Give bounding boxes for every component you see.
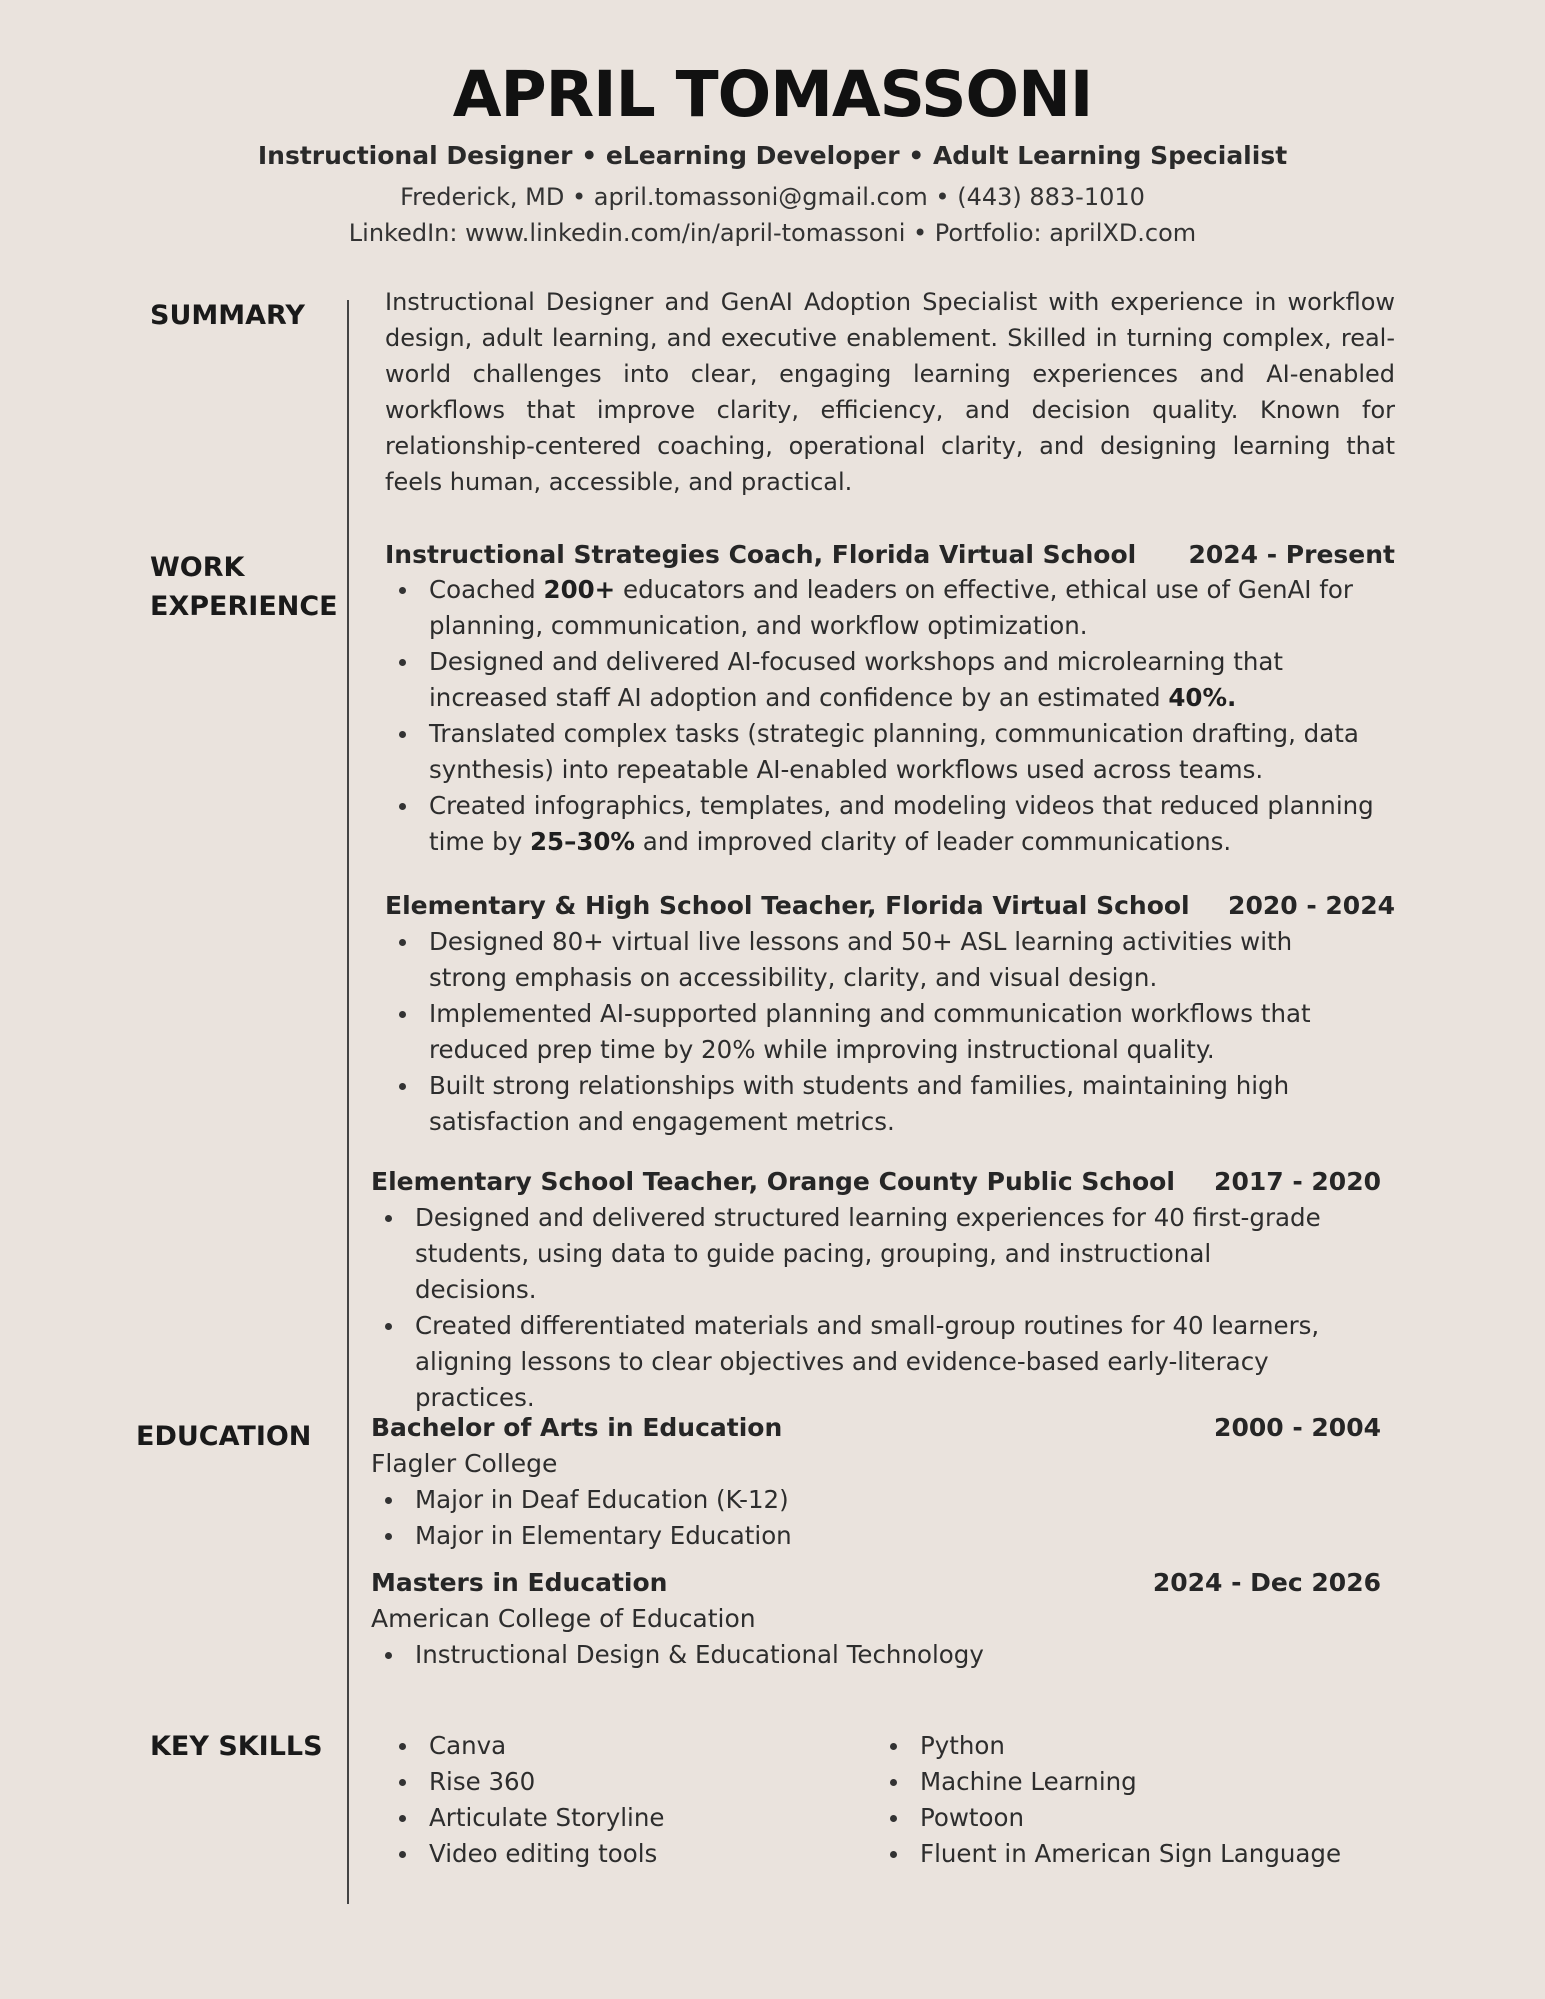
school-name: Flagler College bbox=[371, 1449, 558, 1478]
job-bullets bbox=[385, 924, 1365, 1140]
job-bullets bbox=[371, 1200, 1331, 1416]
contact-line-links: LinkedIn: www.linkedin.com/in/april-tomassoni • Portfolio: aprilXD.com bbox=[348, 219, 1197, 247]
section-label-key-skills: KEY SKILLS bbox=[150, 1731, 323, 1762]
list-item: Major in Elementary Education bbox=[371, 1518, 1371, 1554]
list-item: Instructional Design & Educational Technology bbox=[371, 1637, 1371, 1673]
skill-item: Video editing tools bbox=[385, 1836, 845, 1872]
job-header bbox=[371, 1164, 1381, 1200]
job-dates: 2024 - Present bbox=[1188, 540, 1395, 569]
list-item: Coached 200+ educators and leaders on effective, ethical use of GenAI for planning, communication, and workflow optimization. bbox=[385, 572, 1395, 644]
skills-list-right bbox=[876, 1728, 1436, 1872]
job-title: Elementary School Teacher, Orange County Public School bbox=[371, 1167, 1175, 1196]
degree-dates: 2000 - 2004 bbox=[1214, 1413, 1381, 1442]
list-item: Built strong relationships with students and families, maintaining high satisfaction and engagement metrics. bbox=[385, 1068, 1365, 1140]
headline-tagline: Instructional Designer • eLearning Developer • Adult Learning Specialist bbox=[257, 141, 1288, 170]
skill-item: Machine Learning bbox=[876, 1764, 1436, 1800]
list-item: Created differentiated materials and small-group routines for 40 learners, aligning lessons to clear objectives and evidence-based early-literacy practices. bbox=[371, 1308, 1331, 1416]
skill-item: Fluent in American Sign Language bbox=[876, 1836, 1436, 1872]
skills-list-left bbox=[385, 1728, 845, 1872]
list-item: Designed and delivered AI-focused workshops and microlearning that increased staff AI adoption and confidence by an estimated 40%. bbox=[385, 644, 1395, 716]
section-divider-line bbox=[347, 300, 349, 1904]
education-header bbox=[371, 1565, 1381, 1601]
list-item: Designed 80+ virtual live lessons and 50+ ASL learning activities with strong emphasis on accessibility, clarity, and visual design. bbox=[385, 924, 1365, 996]
section-label-education: EDUCATION bbox=[136, 1421, 312, 1452]
section-label-work: WORK bbox=[150, 552, 245, 583]
skill-item: Rise 360 bbox=[385, 1764, 845, 1800]
list-item: Designed and delivered structured learning experiences for 40 first-grade students, using data to guide pacing, grouping, and instructional decisions. bbox=[371, 1200, 1331, 1308]
degree-dates: 2024 - Dec 2026 bbox=[1152, 1568, 1381, 1597]
contact-line-location-email-phone: Frederick, MD • april.tomassoni@gmail.com • (443) 883-1010 bbox=[400, 183, 1145, 211]
section-label-work-experience bbox=[150, 548, 338, 626]
job-dates: 2020 - 2024 bbox=[1228, 891, 1395, 920]
education-bullets bbox=[371, 1637, 1371, 1673]
education-bullets bbox=[371, 1482, 1371, 1554]
education-header bbox=[371, 1410, 1381, 1446]
job-title: Elementary & High School Teacher, Florida Virtual School bbox=[385, 891, 1190, 920]
skill-item: Python bbox=[876, 1728, 1436, 1764]
list-item: Major in Deaf Education (K-12) bbox=[371, 1482, 1371, 1518]
section-label-summary: SUMMARY bbox=[150, 300, 305, 331]
candidate-name: APRIL TOMASSONI bbox=[452, 58, 1093, 131]
skill-item: Articulate Storyline bbox=[385, 1800, 845, 1836]
section-label-experience: EXPERIENCE bbox=[150, 591, 338, 622]
summary-paragraph: Instructional Designer and GenAI Adoption Specialist with experience in workflow design, adult learning, and executive enablement. Skilled in turning complex, real-world challenges into clear, engaging learning experiences and AI-enabled workflows that improve clarity, efficiency, and decision quality. Known for relationship-centered coaching, operational clarity, and designing learning that feels human, accessible, and practical. bbox=[385, 288, 1395, 496]
job-header bbox=[385, 888, 1395, 924]
job-header bbox=[385, 537, 1395, 573]
skill-item: Canva bbox=[385, 1728, 845, 1764]
job-title: Instructional Strategies Coach, Florida Virtual School bbox=[385, 540, 1137, 569]
degree-title: Masters in Education bbox=[371, 1568, 668, 1597]
degree-title: Bachelor of Arts in Education bbox=[371, 1413, 783, 1442]
list-item: Implemented AI-supported planning and communication workflows that reduced prep time by 20% while improving instructional quality. bbox=[385, 996, 1365, 1068]
list-item: Created infographics, templates, and modeling videos that reduced planning time by 25–30% and improved clarity of leader communications. bbox=[385, 788, 1395, 860]
job-bullets bbox=[385, 572, 1395, 860]
school-name: American College of Education bbox=[371, 1604, 756, 1633]
skill-item: Powtoon bbox=[876, 1800, 1436, 1836]
job-dates: 2017 - 2020 bbox=[1214, 1167, 1381, 1196]
list-item: Translated complex tasks (strategic planning, communication drafting, data synthesis) into repeatable AI-enabled workflows used across teams. bbox=[385, 716, 1395, 788]
